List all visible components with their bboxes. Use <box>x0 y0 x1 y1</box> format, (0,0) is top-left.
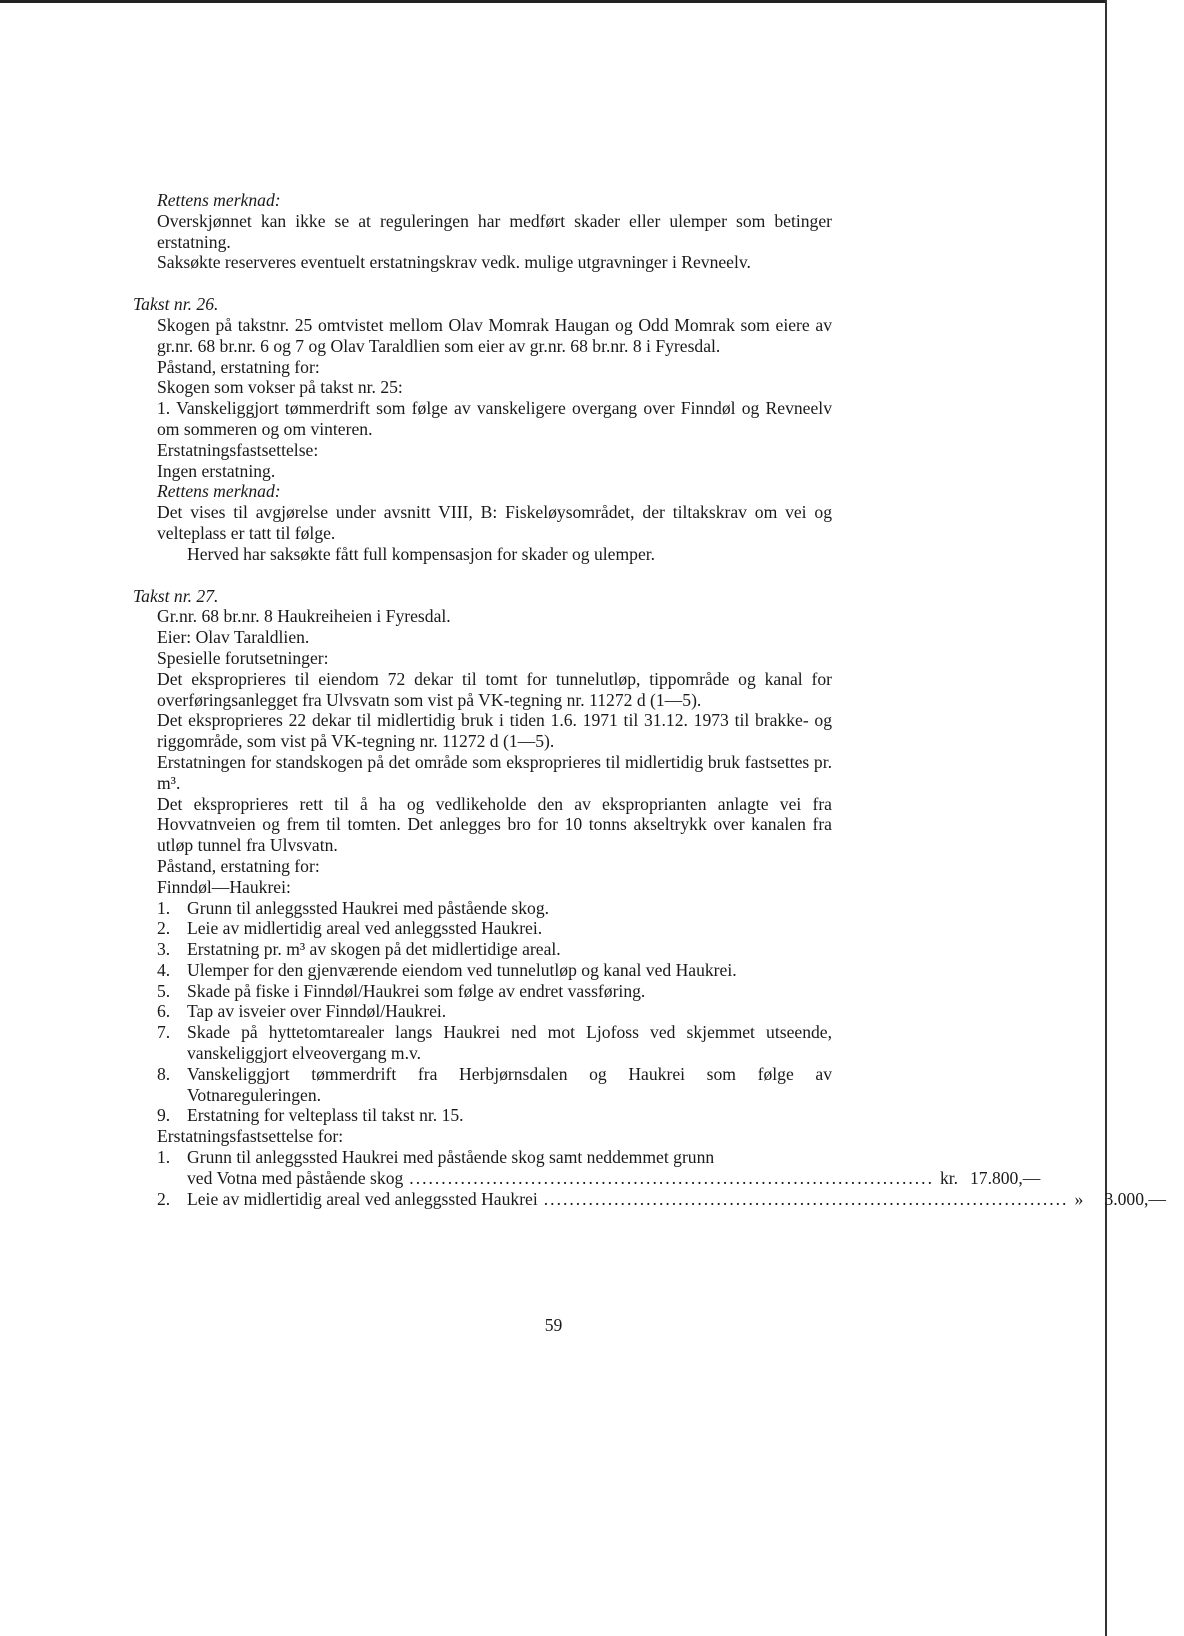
rettens-merknad-heading: Rettens merknad: <box>157 190 281 210</box>
takst-27-forutsetninger: Spesielle forutsetninger: <box>157 647 329 668</box>
claim-item <box>157 1064 832 1106</box>
dot-leader: .................................................................................. <box>409 1167 934 1188</box>
award-number: 1. <box>157 1147 171 1168</box>
claim-item <box>157 898 832 919</box>
takst-27-standskogen: Erstatningen for standskogen på det område som eksproprieres til midlertidig bruk fastsettes pr. m³. <box>157 751 832 793</box>
award-1-currency: kr. <box>939 1167 959 1188</box>
claim-item <box>157 960 832 981</box>
claim-number: 6. <box>157 1001 171 1022</box>
claim-text: Leie av midlertidig areal ved anleggssted Haukrei. <box>187 918 543 939</box>
takst-27-paastand: Påstand, erstatning for: <box>157 855 320 876</box>
claim-item <box>157 939 832 960</box>
claim-number: 2. <box>157 918 171 939</box>
claims-list <box>157 898 832 1127</box>
takst-26-paastand: Påstand, erstatning for: <box>157 356 320 377</box>
claim-text: Erstatning pr. m³ av skogen på det midlertidige areal. <box>187 939 561 960</box>
claim-item <box>157 981 832 1002</box>
claim-number: 7. <box>157 1022 171 1043</box>
award-item-2 <box>157 1188 1167 1210</box>
page-number: 59 <box>544 1315 563 1335</box>
claim-number: 4. <box>157 959 171 980</box>
claim-text: Tap av isveier over Finndøl/Haukrei. <box>187 1001 447 1022</box>
scan-right-edge <box>1105 0 1107 1636</box>
takst-27-erstatningsfastsettelse: Erstatningsfastsettelse for: <box>157 1126 344 1147</box>
takst-27-vei-rett: Det eksproprieres rett til å ha og vedlikeholde den av eksproprianten anlagte vei fra Hovvatnveien og frem til tomten. Det anlegges bro for 10 tonns akseltrykk over kanalen fra utløp tunnel fra Ulvsvatn. <box>157 793 832 856</box>
takst-26-heading: Takst nr. 26. <box>133 294 219 315</box>
takst-26-erstatningsfastsettelse: Erstatningsfastsettelse: <box>157 439 319 460</box>
scan-top-edge <box>0 0 1107 3</box>
takst-27-eier: Eier: Olav Taraldlien. <box>157 627 310 648</box>
takst-26-item-1: 1. Vanskeliggjort tømmerdrift som følge av vanskeligere overgang over Finndøl og Revneelv om sommeren og om vinteren. <box>157 398 832 439</box>
claim-number: 8. <box>157 1063 171 1084</box>
award-2-currency: » <box>1074 1188 1084 1209</box>
merknad-paragraph-2: Saksøkte reserveres eventuelt erstatningskrav vedk. mulige utgravninger i Revneelv. <box>157 252 751 273</box>
award-2-amount: 3.000,— <box>1104 1188 1167 1209</box>
award-1-line-2: ved Votna med påstående skog <box>187 1167 404 1188</box>
takst-27-paragraph-72-dekar: Det eksproprieres til eiendom 72 dekar til tomt for tunnelutløp, tippområde og kanal for overføringsanlegget fra Ulvsvatn som vist på VK-tegning nr. 11272 d (1—5). <box>157 668 832 710</box>
claim-text: Erstatning for velteplass til takst nr. 15. <box>187 1105 464 1126</box>
claim-item <box>157 1105 832 1126</box>
takst-26-paragraph-1: Skogen på takstnr. 25 omtvistet mellom Olav Momrak Haugan og Odd Momrak som eiere av gr.nr. 68 br.nr. 6 og 7 og Olav Taraldlien som eier av gr.nr. 68 br.nr. 8 i Fyresdal. <box>157 314 832 356</box>
claim-text: Skade på fiske i Finndøl/Haukrei som følge av endret vassføring. <box>187 980 646 1001</box>
award-number: 2. <box>157 1188 171 1209</box>
claim-text: Skade på hyttetomtarealer langs Haukrei ned mot Ljofoss ved skjemmet utseende, vanskeliggjort elveovergang m.v. <box>187 1022 832 1064</box>
claim-item <box>157 1001 832 1022</box>
award-item-1 <box>157 1147 1041 1189</box>
claim-number: 5. <box>157 980 171 1001</box>
takst-26-kompensasjon: Herved har saksøkte fått full kompensasjon for skader og ulemper. <box>187 543 656 564</box>
takst-27-finndol-haukrei: Finndøl—Haukrei: <box>157 876 291 897</box>
claim-number: 9. <box>157 1105 171 1126</box>
merknad-paragraph-1: Overskjønnet kan ikke se at reguleringen har medført skader eller ulemper som betinger erstatning. <box>157 210 832 252</box>
claim-text: Ulemper for den gjenværende eiendom ved tunnelutløp og kanal ved Haukrei. <box>187 959 737 980</box>
document-page <box>133 190 1167 1209</box>
takst-26-merknad-text: Det vises til avgjørelse under avsnitt VIII, B: Fiskeløysområdet, der tiltakskrav om vei og velteplass er tatt til følge. <box>157 502 832 543</box>
takst-27-paragraph-22-dekar: Det eksproprieres 22 dekar til midlertidig bruk i tiden 1.6. 1971 til 31.12. 1973 til brakke- og riggområde, som vist på VK-tegning nr. 11272 d (1—5). <box>157 710 832 752</box>
claim-text: Vanskeliggjort tømmerdrift fra Herbjørnsdalen og Haukrei som følge av Votnareguleringen. <box>187 1063 832 1105</box>
claim-item <box>157 1022 832 1064</box>
award-2-line: Leie av midlertidig areal ved anleggssted Haukrei <box>187 1188 538 1209</box>
takst-26-skogen: Skogen som vokser på takst nr. 25: <box>157 377 403 398</box>
dot-leader: .................................................................................. <box>543 1188 1069 1209</box>
takst-27-grnr: Gr.nr. 68 br.nr. 8 Haukreiheien i Fyresdal. <box>157 606 451 627</box>
award-1-amount: 17.800,— <box>969 1167 1041 1188</box>
takst-26-ingen-erstatning: Ingen erstatning. <box>157 460 276 481</box>
claim-text: Grunn til anleggssted Haukrei med påstående skog. <box>187 897 550 918</box>
takst-26-rettens-merknad: Rettens merknad: <box>157 481 281 502</box>
claim-number: 1. <box>157 897 171 918</box>
claim-item <box>157 918 832 939</box>
takst-27-heading: Takst nr. 27. <box>133 585 219 606</box>
award-1-line-1: Grunn til anleggssted Haukrei med påstående skog samt neddemmet grunn <box>187 1147 715 1168</box>
claim-number: 3. <box>157 939 171 960</box>
